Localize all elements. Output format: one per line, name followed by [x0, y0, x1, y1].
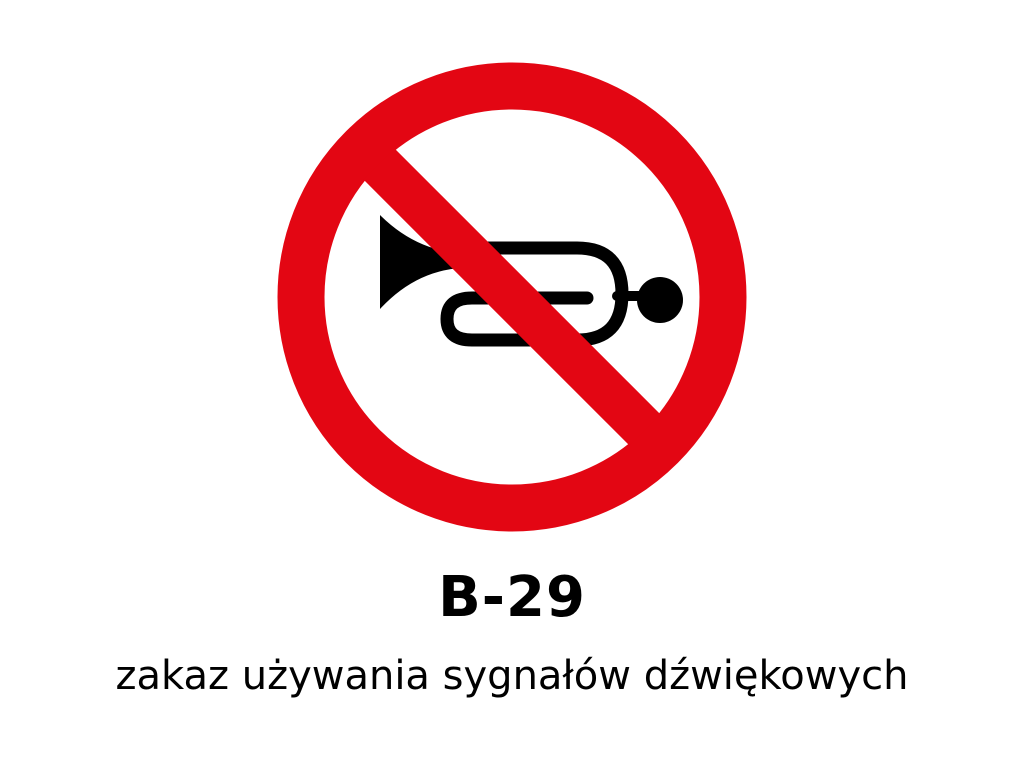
sign-code: B-29: [438, 565, 586, 630]
prohibition-sign: [277, 62, 747, 532]
sign-description: zakaz używania sygnałów dźwiękowych: [115, 653, 909, 699]
